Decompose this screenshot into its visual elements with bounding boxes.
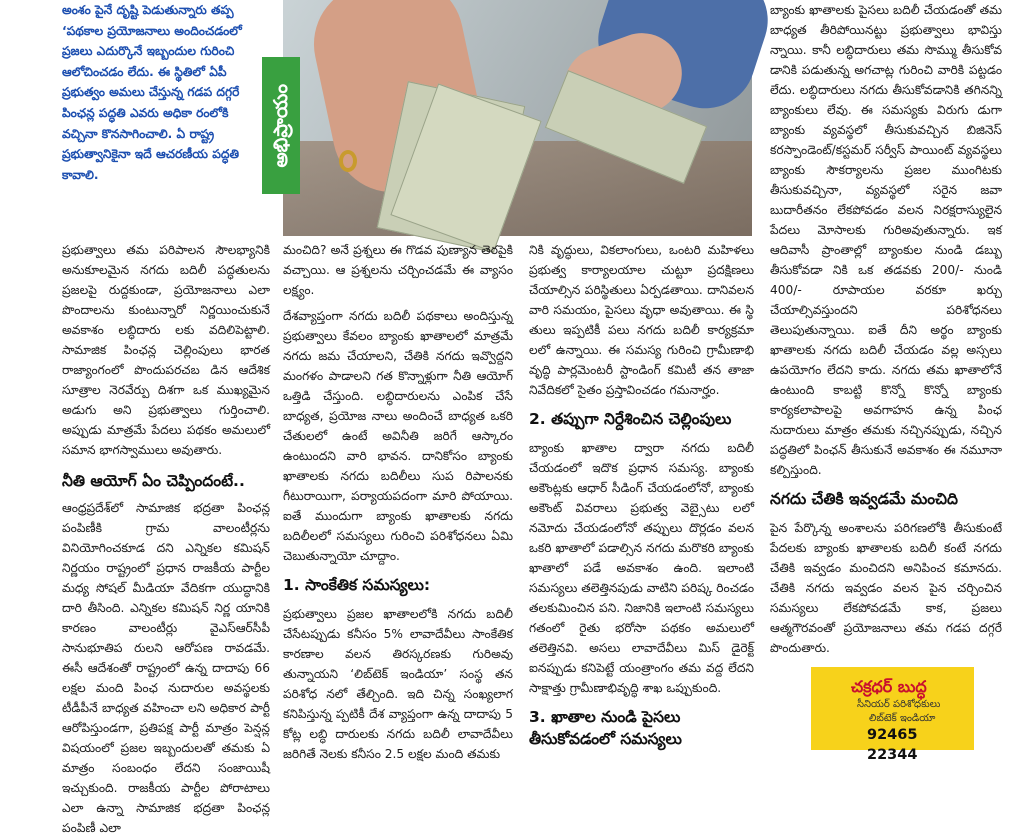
column-4 <box>770 0 1002 655</box>
subheading: 3. ఖాతాల నుండి పైసలు తీసుకోవడంలో సమస్యలు <box>529 708 682 748</box>
paragraph: ప్రభుత్వాలు ప్రజల ఖాతాలలోకి నగదు బదిలీ చేసేటప్పుడు కనీసం 5% లావాదేవీలు సాంకేతిక కారణాల వలన తిరస్కరణకు గురిఅవు తున్నాయని ‘లిబ్‌టెక్ ఇండియా’ సంస్థ తన పరిశోధ నలో తేల్చింది. ఇది చిన్న సంఖ్యలాగ కనిపిస్తున్న ప్పటికీ దేశ వ్యాప్తంగా ఉన్న దాదాపు 5 కోట్ల లబ్ధి దారులకు నగదు బదిలీ లావాదేవీలు జరిగితే నెలకు కనీసం 2.5 లక్షల మంది తమకు <box>283 607 513 761</box>
section-label-text: అభిప్రాయం <box>270 83 292 168</box>
column-3 <box>529 240 754 750</box>
paragraph: ఆంధ్రప్రదేశ్‌లో సామాజిక భద్రతా పింఛన్ల పంపిణీకి గ్రామ వాలంటీర్లను వినియోగించకూడ దని ఎన్నికల కమిషన్ నిర్ణయం రాష్ట్రంలో ప్రధాన రాజకీయ పార్టీల మధ్య సోషల్ మీడియా వేదికగా యుద్ధానికి దారి తీసింది. ఎన్నికల కమిషన్ నిర్ణ యానికి కారణం వాలంటీర్లు వైఎస్ఆర్‌సీపీ సానుభూతిప రులని ఆరోపణ రావడమే. ఈసీ ఆదేశంతో రాష్ట్రంలో ఉన్న దాదాపు 66 లక్షల మంది పింఛ నుదారుల అవస్థలకు టీడీపీనే బాధ్యత వహించా లని అధికార పార్టీ ఆరోపిస్తుండగా, ప్రతిపక్ష పార్టీ మాత్రం పెన్షన్ల విషయంలో ప్రజల ఇబ్బందులతో తమకు ఏ మాత్రం సంబంధం లేదని సంజాయిషీ ఇచ్చుకుంది. రాజకీయ పార్టీల పోరాటాలు ఎలా ఉన్నా సామాజిక భద్రతా పింఛన్ల పంపిణీ ఎలా <box>62 501 270 835</box>
article-photo <box>283 0 752 236</box>
author-org: లిబ్‌టెక్ ఇండియా <box>869 713 936 724</box>
paragraph: నికి వృద్ధులు, వికలాంగులు, ఒంటరి మహిళలు ప్రభుత్వ కార్యాలయాల చుట్టూ ప్రదక్షిణలు చేయాల్సిన పరిస్థితులు ఏర్పడతాయి. దానివలన వారి సమయం, పైసలు వృధా అవుతాయి. ఈ స్థి తులు ఇప్పటికీ పలు నగదు బదిలీ కార్యక్రమా లలో ఉన్నాయి. ఈ సమస్య గురించి గ్రామీణాభి వృద్ధి పార్లమెంటరీ స్టాండింగ్ కమిటీ తన తాజా నివేదికలో సైతం ప్రస్తావించడం గమనార్హం. <box>529 243 754 397</box>
paragraph: దేశవ్యాప్తంగా నగదు బదిలీ పథకాలు అందిస్తున్న ప్రభుత్వాలు కేవలం బ్యాంకు ఖాతాలలో మాత్రమే నగదు జమ చేయాలని, చేతికి నగదు ఇవ్వొద్దని మంగళం పాడాలని గత కొన్నాళ్లుగా నీతి ఆయోగ్ ఒత్తిడి చేస్తుంది. లబ్ధిదారులను ఎంపిక చేసే బాధ్యత, ప్రయోజ నాలు అందించే బాధ్యత ఒకరి చేతులలో ఉంటే అవినీతి జరిగే ఆస్కారం ఉంటుందని వారి భావన. దానికోసం బ్యాంకు ఖాతాలకు నగదు బదిలీలు సుప రిపాలనకు గీటురాయిగా, పర్యాయపదంగా మారి పోయాయి. ఐతే ముందుగా బ్యాంకు ఖాతాలకు నగదు బదిలీలలో సమస్యలు గురించి పరిశోధనలు ఏమి చెబుతున్నాయో చూద్దాం. <box>283 309 513 563</box>
subheading: నీతి ఆయోగ్ ఏం చెప్పిందంటే.. <box>62 472 245 490</box>
paragraph: పైన పేర్కొన్న అంశాలను పరిగణలోకి తీసుకుంటే పేదలకు బ్యాంకు ఖాతాలకు బదిలీ కంటే నగదు చేతికి ఇవ్వడం మంచిదని అనిపించ కమానదు. చేతికి నగదు ఇవ్వడం వలన పైన చర్చించిన సమస్యలు లేకపోవడమే కాక, ప్రజలు ఆత్మగౌరవంతో ప్రయోజనాలు తమ గడప దగ్గరే పొందుతారు. <box>770 521 1002 655</box>
author-role: సీనియర్ పరిశోధకులు <box>857 699 941 710</box>
author-name: చక్రధర్ బుద్ధ <box>851 677 927 696</box>
paragraph: బ్యాంకు ఖాతాల ద్వారా నగదు బదిలీ చేయడంలో ఇదొక ప్రధాన సమస్య. బ్యాంకు అకౌంట్లకు ఆధార్ సీడింగ్ చేయడంలోనో, బ్యాంకు అకౌంట్ వివరాలు ప్రభుత్వ వెబ్సైటు లలో నమోదు చేయడంలోనో తప్పులు దొర్లడం వలన ఒకరి ఖాతాలో పడాల్సిన నగదు మరొకరి బ్యాంకు ఖాతాలో పడే అవకాశం ఉంది. ఇలాంటి సమస్యలు తలెత్తినపుడు వాటిని పరిష్క రించడం తలకుమించిన పని. నిజానికి ఇలాంటి సమస్యలు గతంలో రైతు భరోసా పథకం అమలులో తలెత్తినవి. అసలు లావాదేవీలు మిస్ డైరెక్ట్ ఐనప్పుడు కనిపెట్టే యంత్రాంగం తమ వద్ద లేదని సాక్షాత్తు గ్రామీణాభివృద్ధి శాఖ ఒప్పుకుంది. <box>529 441 754 695</box>
author-byline <box>811 667 974 763</box>
paragraph: బ్యాంకు ఖాతాలకు పైసలు బదిలీ చేయడంతో తమ బాధ్యత తీరిపోయినట్టు ప్రభుత్వాలు భావిస్తు న్నాయి. కానీ లబ్ధిదారులు తమ సొమ్ము తీసుకోవ డానికి పడుతున్న అగచాట్ల గురించి వారికి పట్టడం లేదు. లబ్ధిదారులు నగదు తీసుకోవడానికి తగినన్ని బ్యాంకులు లేవు. ఈ సమస్యకు విరుగు డుగా బ్యాంకు వ్యవస్థలో తీసుకువచ్చిన బిజినెస్ కరస్పాండెంట్/కస్టమర్ సర్వీస్ పాయింట్ వ్యవస్థలు బ్యాంకు సౌకర్యాలను ప్రజల ముంగిటకు తీసుకువచ్చినా, వ్యవస్థలో సరైన జవా బుదారీతనం లేకపోవడం వలన నిరక్షరాస్యులైన పేదలు మోసాలకు గురిఅవుతున్నారు. ఇక ఆదివాసీ ప్రాంతాల్లో బ్యాంకుల నుండి డబ్బు తీసుకోవడా నికి ఒక తడవకు 200/- నుండి 400/- రూపాయల వరకూ ఖర్చు చేయాల్సివస్తుందని పరిశోధనలు తెలుపుతున్నాయి. ఐతే దీని అర్థం బ్యాంకు ఖాతాలకు నగదు బదిలీ చేయడం వల్ల అస్సలు ఉపయోగం లేదని కాదు. నగదు తమ ఖాతాలోనే ఉంటుంది కాబట్టి కొన్నో కొన్నో బ్యాంకు కార్యకలాపాలపై అవగాహన ఉన్న పింఛ నుదారులు మాత్రం తమకు నచ్చినప్పుడు, నచ్చిన పద్ధతిలో పింఛన్ తీసుకునే అవకాశం ఈ నమూనా కల్పిస్తుంది. <box>770 3 1002 477</box>
column-2 <box>283 240 513 761</box>
paragraph: మంచిది? అనే ప్రశ్నలు ఈ గొడవ పుణ్యాన తెరపైకి వచ్చాయి. ఆ ప్రశ్నలను చర్చించడమే ఈ వ్యాసం లక్ష్యం. <box>283 243 513 297</box>
pull-quote <box>62 0 252 236</box>
subheading: 1. సాంకేతిక సమస్యలు: <box>283 576 431 594</box>
author-phone: 92465 22344 <box>867 727 918 763</box>
photo-ring <box>339 150 357 172</box>
subheading: 2. తప్పుగా నిర్దేశించిన చెల్లింపులు <box>529 410 732 428</box>
paragraph: ప్రభుత్వాలు తమ పరిపాలన సౌలభ్యానికి అనుకూలమైన నగదు బదిలీ పద్ధతులను ప్రజలపై రుద్దకుండా, ప్రయోజనాలు ఎలా పొందాలను కుంటున్నారో నిర్ణయించుకునే అవకాశం లబ్ధిదారు లకు వదిలిపెట్టాలి. సామాజిక పింఛన్ల చెల్లింపులు భారత రాజ్యాంగంలో పొందుపరచబ డిన ఆదేశిక సూత్రాల నెరవేర్పు దిశగా ఒక ముఖ్యమైన అడుగు అని ప్రభుత్వాలు గుర్తించాలి. అప్పుడు మాత్రమే పేదలు పథకం అమలులో సమాన భాగస్వాములు అవుతారు. <box>62 243 270 457</box>
section-label <box>262 57 300 194</box>
pull-quote-text: అంశం పైనే దృష్టి పెడుతున్నారు తప్ప ‘పథకాల ప్రయోజనాలు అందించడంలో ప్రజలు ఎదుర్కొనే ఇబ్బందుల గురించి ఆలోచించడం లేదు. ఈ స్థితిలో ఏపీ ప్రభుత్వం అమలు చేస్తున్న గడప దగ్గరే పింఛన్ల పద్ధతి ఎవరు అధికా రంలోకి వచ్చినా కొనసాగించాలి. ఏ రాష్ట్ర ప్రభుత్వానికైనా ఇదే ఆచరణీయ పద్ధతి కావాలి. <box>62 3 242 182</box>
subheading: నగదు చేతికి ఇవ్వడమే మంచిది <box>770 490 958 508</box>
column-1 <box>62 240 270 835</box>
